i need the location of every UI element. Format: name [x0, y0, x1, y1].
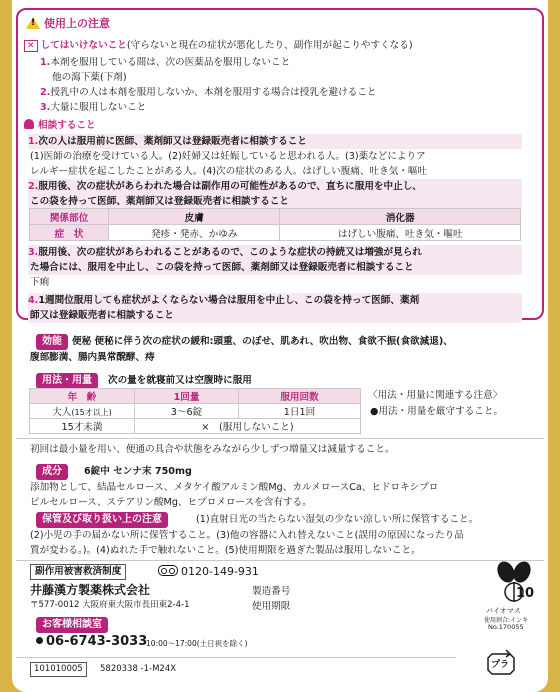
- dosage-age-adult: [30, 404, 135, 419]
- dosage-related-text: ●用法・用量を厳守すること。: [370, 406, 504, 417]
- symptom-site-skin: 皮膚: [109, 209, 280, 225]
- dosage-related-title: 〈用法・用量に関連する注意〉: [368, 390, 503, 401]
- consult-line-3: [30, 164, 427, 179]
- symptom-header-site: 関係部位: [30, 209, 109, 225]
- company-name: 井藤漢方製薬株式会社: [30, 583, 151, 597]
- ingredients-line-2: ピルセルロース、ステアリン酸Mg、ヒプロメロースを含有する。: [30, 497, 312, 508]
- consult-line-6: [28, 245, 422, 260]
- dont-heading: [24, 38, 413, 54]
- dosage-amount-child: × (服用しないこと): [135, 419, 361, 434]
- expiry-label: 使用期限: [252, 601, 291, 612]
- consult-line-1-num: 1.: [28, 136, 39, 147]
- customer-hours: 10:00〜17:00(土日祝を除く): [146, 639, 248, 648]
- dosage-header-times: 服用回数: [239, 389, 361, 404]
- storage-line-2: (2)小児の手の届かない所に保管すること。(3)他の容器に入れ替えないこと(誤用の原因になったり品: [30, 530, 464, 541]
- dosage-age-adult-note: (15才以上): [71, 408, 112, 417]
- divider: [16, 657, 456, 658]
- biomass-mark: [484, 558, 544, 638]
- dosage-note: 初回は最小量を用い、便通の具合や状態をみながら少しずつ増量又は減量すること。: [30, 444, 395, 455]
- dont-item-1b-text: 他の瀉下薬(下剤): [52, 72, 127, 83]
- dosage-tag: 用法・用量: [36, 373, 98, 389]
- consult-line-2-text: (1)医師の治療を受けている人。(2)妊婦又は妊娠していると思われる人。(3)薬などによりア: [30, 151, 426, 162]
- dont-item-2-num: 2.: [40, 87, 51, 98]
- relief-phone: [158, 564, 259, 580]
- dont-item-1: [40, 55, 290, 70]
- dosage-intro: 次の量を就寝前又は空腹時に服用: [108, 375, 252, 386]
- symptom-table-row: [30, 225, 521, 241]
- consult-line-4: [28, 179, 422, 194]
- consult-line-7: [30, 260, 414, 275]
- consult-line-7-text: た場合には、服用を中止し、この袋を持って医師、薬剤師又は登録販売者に相談すること: [30, 262, 414, 273]
- consult-line-6-num: 3.: [28, 247, 39, 258]
- relief-system-box: [30, 564, 126, 580]
- customer-phone-text: 06-6743-3033: [46, 634, 148, 649]
- free-dial-icon: [158, 565, 178, 576]
- consult-line-9: [28, 293, 419, 308]
- dosage-amount-adult: 3〜6錠: [135, 404, 239, 419]
- dont-note: (守らないと現在の症状が悪化したり、副作用が起こりやすくなる): [126, 40, 413, 51]
- ingredients-line-1: 添加物として、結晶セルロース、メタケイ酸アルミン酸Mg、カルメロースCa、ヒドロキシプロ: [30, 482, 439, 493]
- dont-item-3-num: 3.: [40, 102, 51, 113]
- biomass-leaf-icon: [484, 558, 544, 604]
- dont-item-2-text: 授乳中の人は本剤を服用しないか、本剤を服用する場合は授乳を避けること: [50, 87, 377, 98]
- dont-title: してはいけないこと: [40, 40, 127, 51]
- dosage-times-adult: 1日1回: [239, 404, 361, 419]
- dont-item-3: [40, 100, 146, 115]
- relief-phone-text: 0120-149-931: [181, 565, 259, 578]
- customer-phone: [36, 634, 147, 650]
- biomass-no: No.170055: [488, 623, 524, 631]
- biomass-label: バイオマス: [486, 607, 521, 615]
- relief-label: 副作用被害救済制度: [35, 566, 122, 577]
- symptom-digestive-value: はげしい腹痛、吐き気・嘔吐: [280, 225, 521, 241]
- recycle-mark: [484, 644, 518, 678]
- symptom-header-symptom: 症 状: [30, 225, 109, 241]
- consult-line-5: [30, 194, 289, 209]
- code-1: 101010005: [30, 662, 87, 677]
- symptom-site-digestive: 消化器: [280, 209, 521, 225]
- symptom-table-header-row: [30, 209, 521, 225]
- consult-line-5-text: この袋を持って医師、薬剤師又は登録販売者に相談すること: [30, 196, 290, 207]
- biomass-value: 10: [516, 586, 535, 601]
- phone-icon: [36, 637, 43, 644]
- efficacy-tag: 効能: [36, 334, 68, 350]
- code-2: 5820338 -1-M24X: [100, 664, 177, 674]
- efficacy-line-1: 便秘 便秘に伴う次の症状の緩和:頭重、のぼせ、肌あれ、吹出物、食欲不振(食欲減退)、: [72, 336, 453, 347]
- consult-heading: [24, 118, 96, 133]
- consult-line-9-num: 4.: [28, 295, 39, 306]
- efficacy-line-2: 腹部膨満、腸内異常醗酵、痔: [30, 352, 155, 363]
- storage-line-1: (1)直射日光の当たらない湿気の少ない涼しい所に保管すること。: [196, 514, 479, 525]
- consult-line-4-text: 服用後、次の症状があらわれた場合は副作用の可能性があるので、直ちに服用を中止し、: [38, 181, 422, 192]
- caution-title-text: 使用上の注意: [44, 17, 110, 30]
- symptom-table: [29, 208, 521, 241]
- consult-line-9-text: 1週間位服用しても症状がよくならない場合は服用を中止し、この袋を持って医師、薬剤: [38, 295, 420, 306]
- warning-icon: !: [26, 17, 40, 29]
- recycle-label: プラ: [491, 660, 510, 670]
- divider: [16, 560, 544, 561]
- dosage-row-adult: [30, 404, 361, 419]
- ingredients-title: 6錠中 センナ末 750mg: [84, 466, 192, 477]
- consult-line-8-text: 下痢: [30, 277, 50, 288]
- lot-label: 製造番号: [252, 586, 291, 597]
- company-address: 〒577-0012 大阪府東大阪市長田東2-4-1: [30, 600, 190, 610]
- prohibit-icon: ✕: [24, 40, 38, 52]
- caution-title: [26, 15, 110, 31]
- dosage-age-child: 15才未満: [30, 419, 135, 434]
- ingredients-tag: 成分: [36, 464, 68, 480]
- consult-line-10: [30, 308, 174, 323]
- dont-item-1-text: 本剤を服用している間は、次の医薬品を服用しないこと: [50, 57, 291, 68]
- consult-line-3-text: レルギー症状を起こしたことがある人。(4)次の症状のある人。はげしい腹痛、吐き気・嘔吐: [30, 166, 428, 177]
- dosage-row-child: [30, 419, 361, 434]
- dosage-table: [29, 388, 361, 434]
- consult-line-1: [28, 134, 307, 149]
- dont-item-1-num: 1.: [40, 57, 51, 68]
- dosage-header-amount: 1回量: [135, 389, 239, 404]
- consult-room-tag: お客様相談室: [36, 617, 108, 633]
- consult-title: 相談すること: [38, 120, 96, 131]
- dont-item-2: [40, 85, 377, 100]
- consult-line-6-text: 服用後、次の症状があらわれることがあるので、このような症状の持続又は増強が見られ: [38, 247, 422, 258]
- dosage-age-adult-text: 大人: [52, 407, 72, 418]
- symptom-skin-value: 発疹・発赤、かゆみ: [109, 225, 280, 241]
- dont-item-3-text: 大量に服用しないこと: [50, 102, 147, 113]
- storage-line-3: 質が変わる。)。(4)ぬれた手で触れないこと。(5)使用期限を過ぎた製品は服用しないこと。: [30, 545, 421, 556]
- dont-item-1b: [52, 70, 127, 85]
- storage-tag: 保管及び取り扱い上の注意: [36, 512, 168, 528]
- consult-line-2: [30, 149, 426, 164]
- consult-icon: [24, 119, 34, 129]
- consult-line-10-text: 師又は登録販売者に相談すること: [30, 310, 174, 321]
- divider: [16, 438, 544, 439]
- consult-line-4-num: 2.: [28, 181, 39, 192]
- consult-line-1-text: 次の人は服用前に医師、薬剤師又は登録販売者に相談すること: [38, 136, 307, 147]
- dosage-header-row: [30, 389, 361, 404]
- dosage-header-age: 年 齢: [30, 389, 135, 404]
- biomass-sub: 使用割合:インキ: [484, 617, 529, 624]
- consult-line-8: [30, 275, 49, 290]
